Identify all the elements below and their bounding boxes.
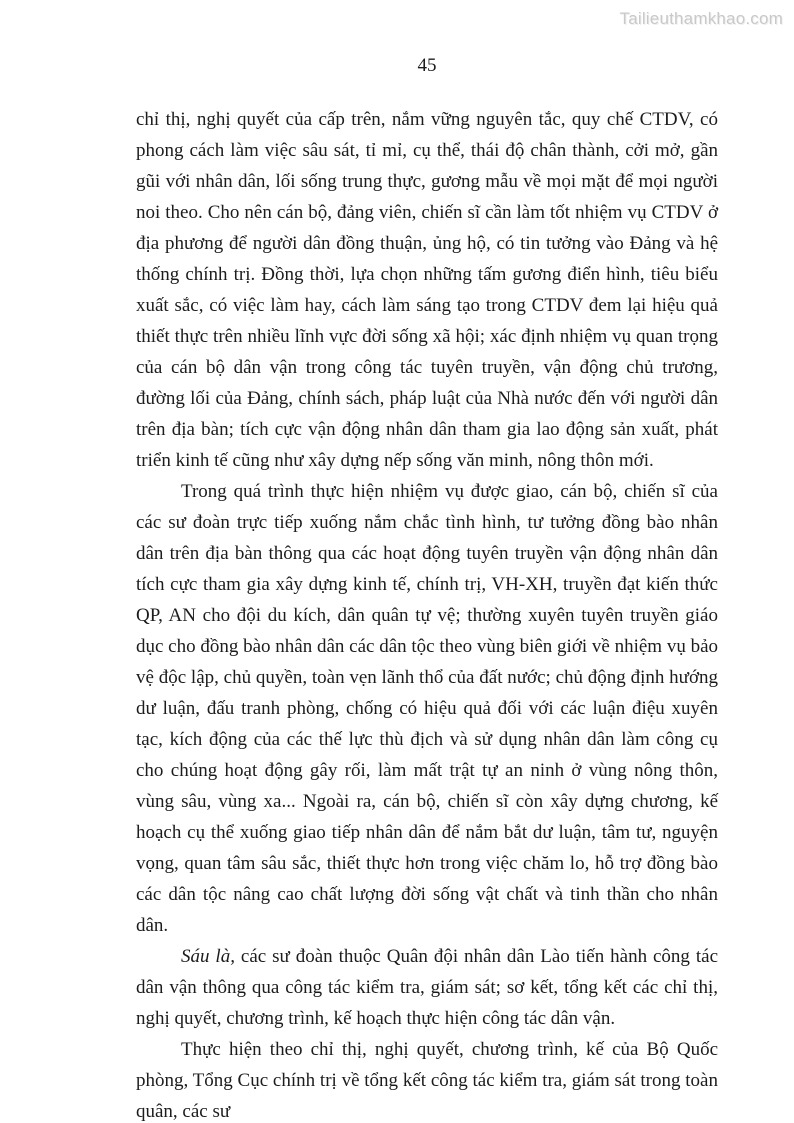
page-number: 45	[417, 55, 437, 76]
document-body	[136, 104, 718, 1123]
paragraph-lead-italic: Sáu là,	[181, 946, 235, 967]
paragraph	[136, 941, 718, 1034]
paragraph-text: các sư đoàn thuộc Quân đội nhân dân Lào tiến hành công tác dân vận thông qua công tác kiểm tra, giám sát; sơ kết, tổng kết các chỉ thị, nghị quyết, chương trình, kế hoạch thực hiện công tác dân vận.	[136, 946, 719, 1029]
paragraph: chỉ thị, nghị quyết của cấp trên, nắm vững nguyên tắc, quy chế CTDV, có phong cách làm việc sâu sát, tỉ mỉ, cụ thể, thái độ chân thành, cởi mở, gần gũi với nhân dân, lối sống trung thực, gương mẫu về mọi mặt để mọi người noi theo. Cho nên cán bộ, đảng viên, chiến sĩ cần làm tốt nhiệm vụ CTDV ở địa phương để người dân đồng thuận, ủng hộ, có tin tưởng vào Đảng và hệ thống chính trị. Đồng thời, lựa chọn những tấm gương điển hình, tiêu biểu xuất sắc, có việc làm hay, cách làm sáng tạo trong CTDV đem lại hiệu quả thiết thực trên nhiều lĩnh vực đời sống xã hội; xác định nhiệm vụ quan trọng của cán bộ dân vận trong công tác tuyên truyền, vận động chủ trương, đường lối của Đảng, chính sách, pháp luật của Nhà nước đến với người dân trên địa bàn; tích cực vận động nhân dân tham gia lao động sản xuất, phát triển kinh tế cũng như xây dựng nếp sống văn minh, nông thôn mới.	[136, 109, 718, 471]
watermark-text: Tailieuthamkhao.com	[619, 9, 783, 28]
paragraph: Thực hiện theo chỉ thị, nghị quyết, chương trình, kế của Bộ Quốc phòng, Tổng Cục chính trị về tổng kết công tác kiểm tra, giám sát trong toàn quân, các sư	[136, 1039, 718, 1122]
paragraph: Trong quá trình thực hiện nhiệm vụ được giao, cán bộ, chiến sĩ của các sư đoàn trực tiếp xuống nắm chắc tình hình, tư tưởng đồng bào nhân dân trên địa bàn thông qua các hoạt động tuyên truyền vận động nhân dân tích cực tham gia xây dựng kinh tế, chính trị, VH-XH, truyền đạt kiến thức QP, AN cho đội du kích, dân quân tự vệ; thường xuyên tuyên truyền giáo dục cho đồng bào nhân dân các dân tộc theo vùng biên giới về nhiệm vụ bảo vệ độc lập, chủ quyền, toàn vẹn lãnh thổ của đất nước; chủ động định hướng dư luận, đấu tranh phòng, chống có hiệu quả đối với các luận điệu xuyên tạc, kích động của các thế lực thù địch và sử dụng nhân dân làm công cụ cho chúng hoạt động gây rối, làm mất trật tự an ninh ở vùng nông thôn, vùng sâu, vùng xa... Ngoài ra, cán bộ, chiến sĩ còn xây dựng chương, kế hoạch cụ thể xuống giao tiếp nhân dân để nắm bắt dư luận, tâm tư, nguyện vọng, quan tâm sâu sắc, thiết thực hơn trong việc chăm lo, hỗ trợ đồng bào các dân tộc nâng cao chất lượng đời sống vật chất và tinh thần cho nhân dân.	[136, 481, 718, 936]
